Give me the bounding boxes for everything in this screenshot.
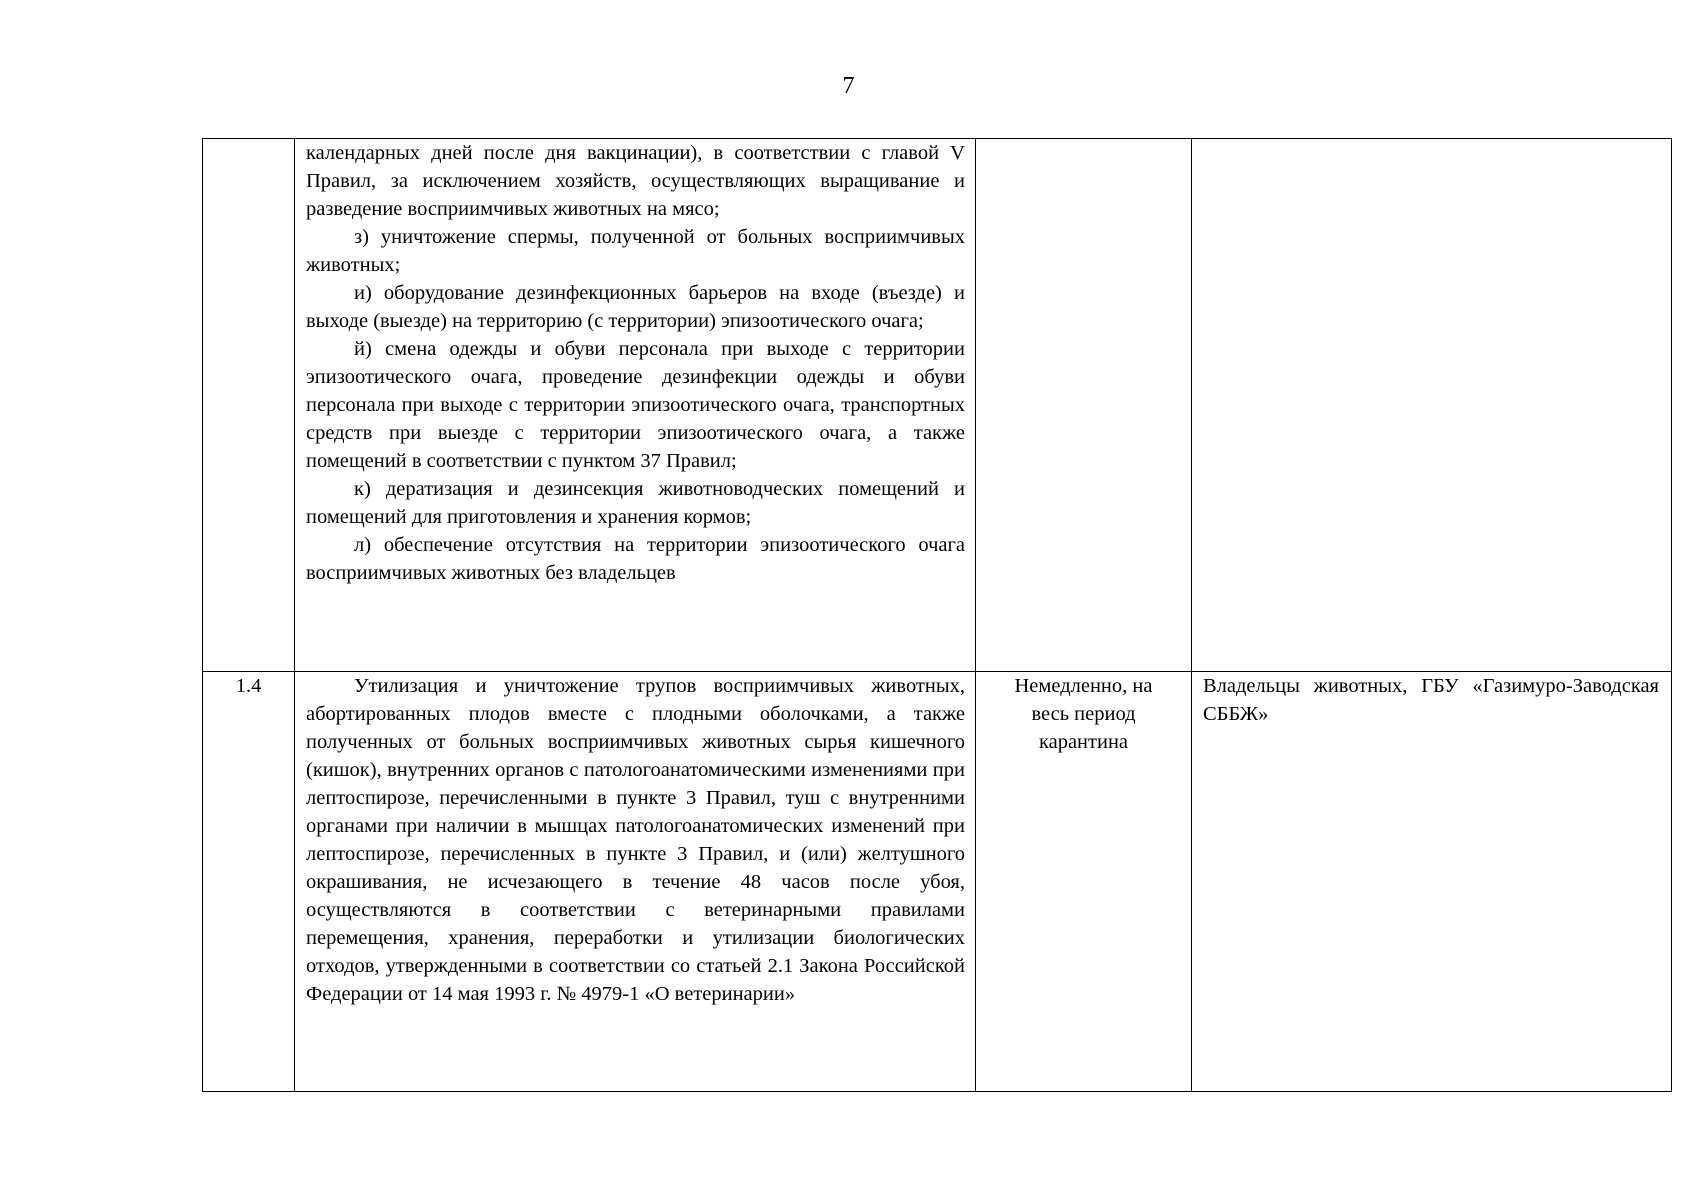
measure-paragraph: з) уничтожение спермы, полученной от больных восприимчивых животных; [306, 226, 965, 276]
measure-paragraph: календарных дней после дня вакцинации), в соответствии с главой V Правил, за исключением хозяйств, осуществляющих выращивание и разведение восприимчивых животных на мясо; [306, 142, 965, 220]
responsible-cell [1192, 672, 1672, 1092]
measure-paragraph: Утилизация и уничтожение трупов восприимчивых животных, абортированных плодов вместе с плодными оболочками, а также полученных от больных восприимчивых животных сырья кишечного (кишок), внутренних органов с патологоанатомическими изменениями при лептоспирозе, перечисленными в пункте 3 Правил, туш с внутренними органами при наличии в мышцах патологоанатомических изменений при лептоспирозе, перечисленных в пункте 3 Правил, и (или) желтушного окрашивания, не исчезающего в течение 48 часов после убоя, осуществляются в соответствии с ветеринарными правилами перемещения, хранения, переработки и утилизации биологических отходов, утвержденными в соответствии со статьей 2.1 Закона Российской Федерации от 14 мая 1993 г. № 4979-1 «О ветеринарии» [306, 675, 965, 1005]
page-number: 7 [842, 73, 855, 99]
row-number-cell: 1.4 [203, 672, 295, 1092]
measures-table [202, 138, 1672, 1092]
row-number-cell [203, 139, 295, 672]
measure-paragraph: й) смена одежды и обуви персонала при выходе с территории эпизоотического очага, проведение дезинфекции одежды и обуви персонала при выходе с территории эпизоотического очага, транспортных средств при выезде с территории эпизоотического очага, а также помещений в соответствии с пунктом 37 Правил; [306, 338, 965, 472]
measure-paragraph: и) оборудование дезинфекционных барьеров на входе (въезде) и выходе (выезде) на территорию (с территории) эпизоотического очага; [306, 282, 965, 332]
measure-text-cell [295, 672, 976, 1092]
measure-paragraph: к) дератизация и дезинсекция животноводческих помещений и помещений для приготовления и хранения кормов; [306, 478, 965, 528]
table-row [203, 672, 1672, 1092]
term-text: Немедленно, на весь период карантина [1014, 675, 1153, 753]
responsible-cell [1192, 139, 1672, 672]
table-row [203, 139, 1672, 672]
term-cell [976, 139, 1192, 672]
responsible-text: Владельцы животных, ГБУ «Газимуро-Заводская СББЖ» [1203, 675, 1659, 725]
measure-paragraph: л) обеспечение отсутствия на территории эпизоотического очага восприимчивых животных без владельцев [306, 534, 965, 584]
measure-text-cell [295, 139, 976, 672]
term-cell [976, 672, 1192, 1092]
